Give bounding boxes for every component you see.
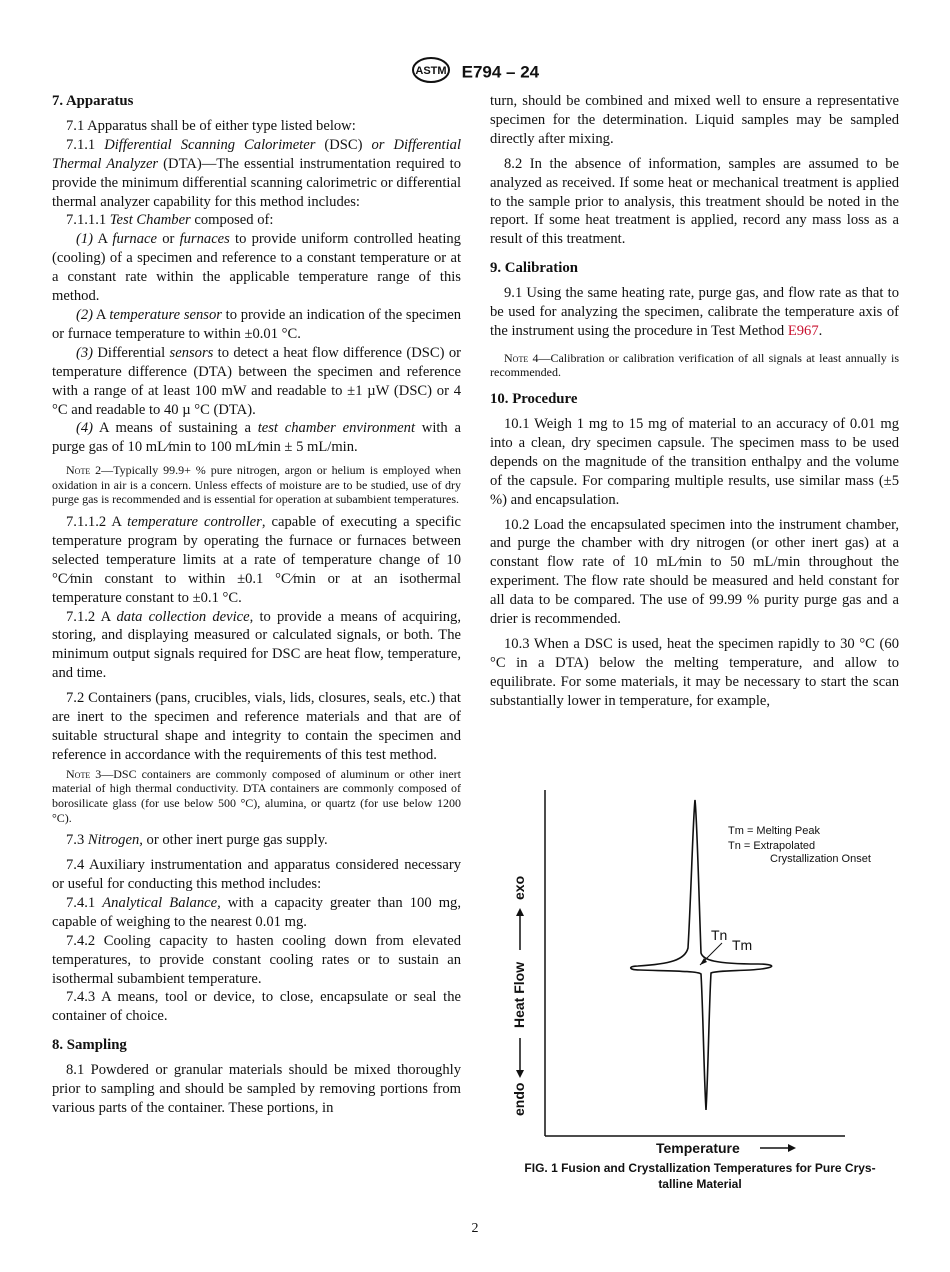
page-header	[0, 56, 950, 89]
left-column	[52, 92, 461, 1118]
paragraph-7-4-1: 7.4.1 Analytical Balance, with a capacity greater than 100 mg, capable of weighing to the nearest 0.01 mg.	[52, 894, 461, 930]
y-label-heat-flow: Heat Flow	[511, 961, 527, 1028]
paragraph-7-2: 7.2 Containers (pans, crucibles, vials, lids, closures, seals, etc.) that are inert to the specimen and reference materials and that are of suitable structural shape and integrity to contain the specimen and reference in accordance with the requirements of this test method.	[52, 690, 461, 763]
e967-link[interactable]: E967	[787, 322, 819, 339]
svg-text:ASTM: ASTM	[415, 65, 447, 77]
paragraph-10-3: 10.3 When a DSC is used, heat the specimen rapidly to 30 °C (60 °C in a DTA) below the melting temperature, and allow to equilibrate. For some materials, it may be necessary to start the scan substantially lower in temperature, for example,	[490, 635, 899, 709]
caption-line-1: FIG. 1 Fusion and Crystallization Temperatures for Pure Crys-	[524, 1161, 876, 1175]
dsc-curve-figure	[490, 778, 910, 1158]
list-item-1: (1) A furnace or furnaces to provide uniform controlled heating (cooling) of a specimen and reference to a constant temperature or at a constant rate within the applicable temperature range of this method.	[52, 231, 461, 305]
endo-arrow-icon	[516, 1070, 524, 1078]
paragraph-9-1: 9.1 Using the same heating rate, purge gas, and flow rate as that to be used for analyzing the specimen, calibrate the temperature axis of the instrument using the procedure in Test Method E967.	[490, 285, 899, 339]
y-label-exo: exo	[511, 875, 527, 900]
list-item-2: (2) A temperature sensor to provide an indication of the specimen or furnace temperature to within ±0.01 °C.	[52, 306, 462, 342]
right-column	[490, 92, 899, 711]
note-2: Note 2—Typically 99.9+ % pure nitrogen, argon or helium is employed when oxidation in air is a concern. Unless effects of moisture are to be studied, use of dry purge gas is recommended and is essential for operation at subambient temperatures.	[52, 463, 461, 507]
tm-label: Tm	[732, 937, 753, 953]
note-3: Note 3—DSC containers are commonly composed of aluminum or other inert material of high thermal conductivity. DTA containers are commonly composed of borosilicate glass (for use below 500 °C), alumina, or quartz (for use below 1200 °C).	[52, 766, 461, 825]
legend-line-3: Crystallization Onset	[770, 853, 871, 865]
section-title-calibration: 9. Calibration	[490, 260, 578, 277]
x-axis-label: Temperature	[656, 1140, 740, 1156]
section-title-procedure: 10. Procedure	[490, 391, 578, 408]
paragraph-7-3: 7.3 Nitrogen, or other inert purge gas supply.	[66, 832, 328, 849]
astm-logo-icon	[411, 56, 451, 89]
paragraph-7-1-1-1: 7.1.1.1 Test Chamber composed of:	[66, 212, 274, 229]
paragraph-8-2: 8.2 In the absence of information, samples are assumed to be analyzed as received. If some heat or mechanical treatment is applied to the sample prior to analysis, this treatment should be noted in the report. If some heat treatment is applied, record any mass loss as a result of this treatment.	[490, 155, 899, 248]
section-title-sampling: 8. Sampling	[52, 1037, 127, 1054]
note-4: Note 4—Calibration or calibration verification of all signals at least annually is recommended.	[490, 350, 899, 380]
section-title-apparatus: 7. Apparatus	[52, 93, 134, 109]
paragraph-7-1-1-2: 7.1.1.2 A temperature controller, capable of executing a specific temperature program by operating the furnace or furnaces between selected temperature limits at a rate of temperature change of 10 °C⁄min constant to within ±0.1 °C⁄min or at an isothermal temperature constant to ±0.1 °C.	[52, 514, 461, 606]
designation: E794 – 24	[461, 62, 540, 82]
x-arrow-icon	[788, 1144, 796, 1152]
paragraph-7-1-1: 7.1.1 Differential Scanning Calorimeter (DSC) or Differential Thermal Analyzer (DTA)—The essential instrumentation required to provide the minimum differential scanning calorimetric or differential thermal analyzer capability for this method includes:	[52, 136, 462, 210]
caption-line-2: talline Material	[658, 1177, 742, 1191]
paragraph-8-1-continued: turn, should be combined and mixed well to ensure a representative specimen for the determination. Liquid samples may be sampled directly after mixing.	[490, 93, 899, 147]
list-item-4: (4) A means of sustaining a test chamber environment with a purge gas of 10 mL⁄min to 100 mL⁄min ± 5 mL/min.	[52, 420, 461, 456]
figure-1	[490, 778, 910, 1198]
paragraph-7-4: 7.4 Auxiliary instrumentation and apparatus considered necessary or useful for conducting this method includes:	[52, 857, 461, 892]
paragraph-8-1: 8.1 Powdered or granular materials should be mixed thoroughly prior to sampling and should be sampled by removing portions from various parts of the container. These portions, in	[52, 1062, 461, 1116]
paragraph-7-4-3: 7.4.3 A means, tool or device, to close, encapsulate or seal the container of choice.	[52, 989, 461, 1025]
paragraph-7-1: 7.1 Apparatus shall be of either type listed below:	[66, 117, 356, 134]
list-item-3: (3) Differential sensors to detect a heat flow difference (DSC) or temperature difference (DTA) between the specimen and reference with a range of at least 100 mW and readable to ±1 µW (DSC) or 4 °C and readable to 40 µ °C (DTA).	[52, 344, 461, 418]
figure-caption	[490, 1160, 910, 1192]
paragraph-10-2: 10.2 Load the encapsulated specimen into the instrument chamber, and purge the chamber with dry nitrogen (or other inert gas) at a constant flow rate of 10 mL⁄min to 50 mL/min throughout the experiment. The flow rate should be measured and held constant for all data to be compared. The use of 99.99 % purity purge gas and a drier is recommended.	[490, 516, 899, 628]
exo-arrow-icon	[516, 908, 524, 916]
y-label-endo: endo	[511, 1082, 527, 1116]
paragraph-7-1-2: 7.1.2 A data collection device, to provide a means of acquiring, storing, and displaying measured or calculated signals, or both. The minimum output signals required for DSC are heat flow, temperature, and time.	[52, 608, 461, 682]
paragraph-7-4-2: 7.4.2 Cooling capacity to hasten cooling down from elevated temperatures, to provide constant cooling rates or to sustain an isothermal subambient temperature.	[52, 932, 461, 987]
paragraph-10-1: 10.1 Weigh 1 mg to 15 mg of material to an accuracy of 0.01 mg into a clean, dry specimen capsule. The specimen mass to be used depends on the magnitude of the transition enthalpy and the volume of the capsule. For comparing multiple results, use similar mass (±5 %) and encapsulation.	[490, 415, 899, 508]
legend-line-2: Tn = Extrapolated	[728, 840, 816, 852]
tn-label: Tn	[711, 927, 728, 943]
legend-line-1: Tm = Melting Peak	[728, 825, 821, 837]
page-number: 2	[471, 1221, 479, 1236]
